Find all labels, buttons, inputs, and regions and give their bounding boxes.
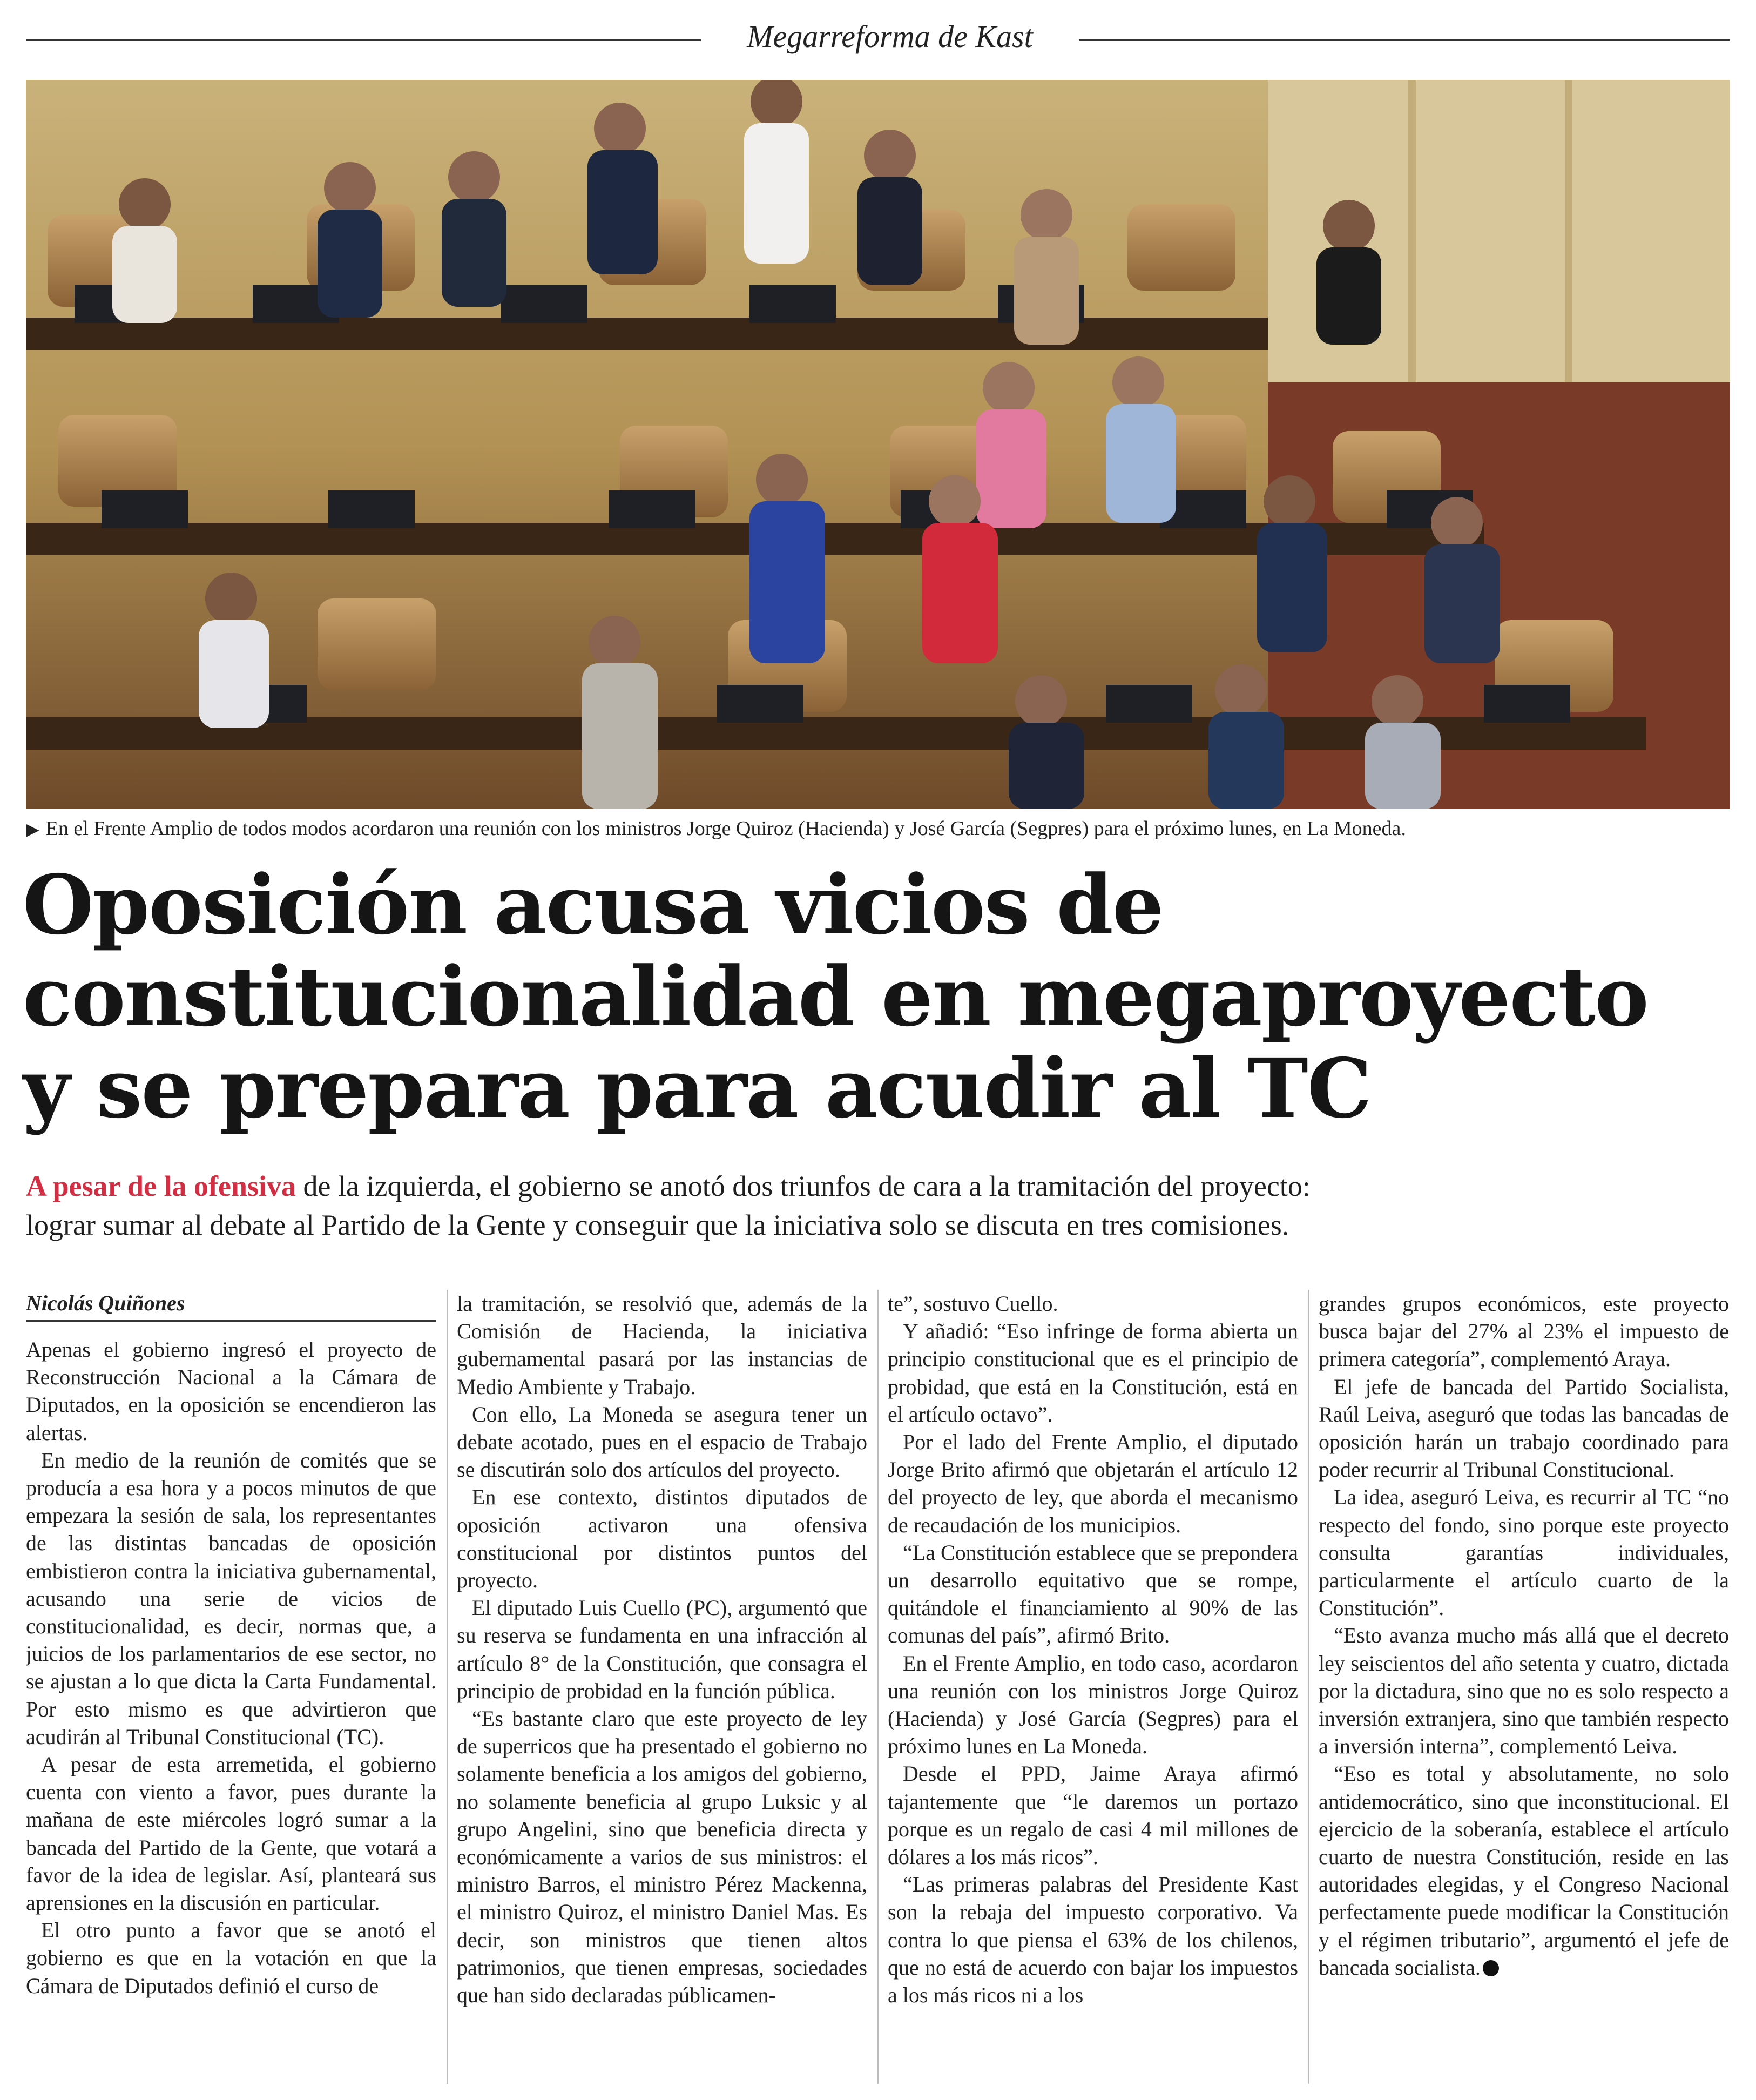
headline-line-2: constitucionalidad en megaproyecto [23,948,1648,1045]
final-paragraph-text: “Eso es total y absolutamente, no solo antidemocrático, sino que inconstitucional. El ejercicio de la soberanía, establece el artículo cuarto de nuestra Constitución, reside en las autoridades elegidas, y el Congreso Nacional perfectamente puede modificar la Constitución y el régimen tributario”, argumentó el jefe de bancada socialista. [1319,1761,1729,1980]
column-3 [888,1290,1298,2084]
paragraph: “Esto avanza mucho más allá que el decreto ley seiscientos del año setenta y cuatro, dictada por la dictadura, sino que no es solo respecto a inversión extranjera, sino que también respecto a inversión interna”, complementó Leiva. [1319,1623,1729,1759]
paragraph: El diputado Luis Cuello (PC), argumentó que su reserva se fundamenta en una infracción al artículo 8° de la Constitución, que consagra el principio de probidad en la función pública. [457,1596,867,1703]
column-1 [26,1290,436,2084]
paragraph: grandes grupos económicos, este proyecto busca bajar del 27% al 23% el impuesto de primera categoría”, complementó Araya. [1319,1291,1729,1371]
paragraph: la tramitación, se resolvió que, además de la Comisión de Hacienda, la iniciativa gubernamental pasará por las instancias de Medio Ambiente y Trabajo. [457,1291,867,1399]
deck-line-1 [26,1167,1730,1206]
paragraph: “La Constitución establece que se prepondera un desarrollo equitativo que se rompe, quitándole el financiamiento al 90% de las comunas del país”, afirmó Brito. [888,1540,1298,1648]
paragraph-final [1319,1760,1729,1981]
column-4 [1319,1290,1729,2084]
article-body [26,1290,1730,2084]
paragraph: El otro punto a favor que se anotó el gobierno es que en la votación en que la Cámara de Diputados definió el curso de [26,1918,436,1998]
column-divider [447,1290,448,2084]
paragraph: La idea, aseguró Leiva, es recurrir al TC “no respecto del fondo, sino porque este proyecto consulta garantías individuales, particularmente el artículo cuarto de la Constitución”. [1319,1485,1729,1620]
caption-text: En el Frente Amplio de todos modos acordaron una reunión con los ministros Jorge Quiroz (Hacienda) y José García (Segpres) para el próximo lunes, en La Moneda. [45,817,1406,840]
headline-line-3: y se prepara para acudir al TC [23,1040,1371,1136]
column-divider [1308,1290,1309,2084]
column-divider [877,1290,879,2084]
author-byline: Nicolás Quiñones [26,1290,436,1322]
headline [23,857,1648,1136]
deck-line-2: lograr sumar al debate al Partido de la Gente y conseguir que la iniciativa solo se discuta en tres comisiones. [26,1209,1289,1241]
header-rule-left [26,39,701,41]
end-mark-icon [1483,1960,1499,1976]
paragraph: Y añadió: “Eso infringe de forma abierta un principio constitucional que es el principio de probidad, que está en la Constitución, está en el artículo octavo”. [888,1319,1298,1426]
section-header [26,15,1730,64]
chamber-photo [26,80,1730,809]
header-rule-right [1079,39,1730,41]
deck-lead: A pesar de la ofensiva [26,1170,296,1202]
paragraph: “Es bastante claro que este proyecto de ley de superricos que ha presentado el gobierno no solamente beneficia a los amigos del gobierno, no solamente beneficia al grupo Luksic y al grupo Angelini, sino que beneficia directa y económicamente a varios de sus ministros: el ministro Barros, el ministro Pérez Mackenna, el ministro Quiroz, el ministro Daniel Mas. Es decir, son ministros que tienen altos patrimonios, que tienen empresas, sociedades que han sido declaradas públicamen- [457,1706,867,2008]
column-2 [457,1290,867,2084]
paragraph: En el Frente Amplio, en todo caso, acordaron una reunión con los ministros Jorge Quiroz (Hacienda) y José García (Segpres) para el próximo lunes en La Moneda. [888,1651,1298,1759]
paragraph: A pesar de esta arremetida, el gobierno cuenta con viento a favor, pues durante la mañana de este miércoles logró sumar a la bancada del Partido de la Gente, que votará a favor de la idea de legislar. Así, planteará sus aprensiones en la discusión en particular. [26,1752,436,1915]
deck [26,1167,1730,1244]
paragraph: En ese contexto, distintos diputados de oposición activaron una ofensiva constitucional por distintos puntos del proyecto. [457,1485,867,1593]
headline-line-1: Oposición acusa vicios de [23,857,1163,953]
paragraph: “Las primeras palabras del Presidente Kast son la rebaja del impuesto corporativo. Va contra lo que piensa el 63% de los chilenos, que no está de acuerdo con bajar los impuestos a los más ricos ni a los [888,1872,1298,2008]
paragraph: te”, sostuvo Cuello. [888,1291,1058,1316]
deck-line-1-rest: de la izquierda, el gobierno se anotó dos triunfos de cara a la tramitación del proyecto: [296,1170,1311,1202]
section-title: Megarreforma de Kast [747,19,1033,54]
paragraph: Con ello, La Moneda se asegura tener un debate acotado, pues en el espacio de Trabajo se discutirán solo dos artículos del proyecto. [457,1402,867,1482]
paragraph: Por el lado del Frente Amplio, el diputado Jorge Brito afirmó que objetarán el artículo 12 del proyecto de ley, que aborda el mecanismo de recaudación de los municipios. [888,1430,1298,1537]
paragraph: Desde el PPD, Jaime Araya afirmó tajantemente que “le daremos un portazo porque es un regalo de casi 4 mil millones de dólares a los más ricos”. [888,1761,1298,1869]
paragraph: El jefe de bancada del Partido Socialista, Raúl Leiva, aseguró que todas las bancadas de oposición harán un trabajo coordinado para poder recurrir al Tribunal Constitucional. [1319,1374,1729,1482]
caption-arrow-icon: ▶ [26,819,39,839]
photo-caption [26,817,1730,849]
paragraph: En medio de la reunión de comités que se producía a esa hora y a pocos minutos de que empezara la sesión de sala, los representantes de las distintas bancadas de oposición embistieron contra la iniciativa gubernamental, acusando una serie de vicios de constitucionalidad, es decir, normas que, a juicios de los parlamentarios de ese sector, no se ajustan a lo que dicta la Carta Fundamental. Por esto mismo es que advirtieron que acudirán al Tribunal Constitucional (TC). [26,1448,436,1749]
paragraph: Apenas el gobierno ingresó el proyecto de Reconstrucción Nacional a la Cámara de Diputados, en la oposición se encendieron las alertas. [26,1337,436,1445]
